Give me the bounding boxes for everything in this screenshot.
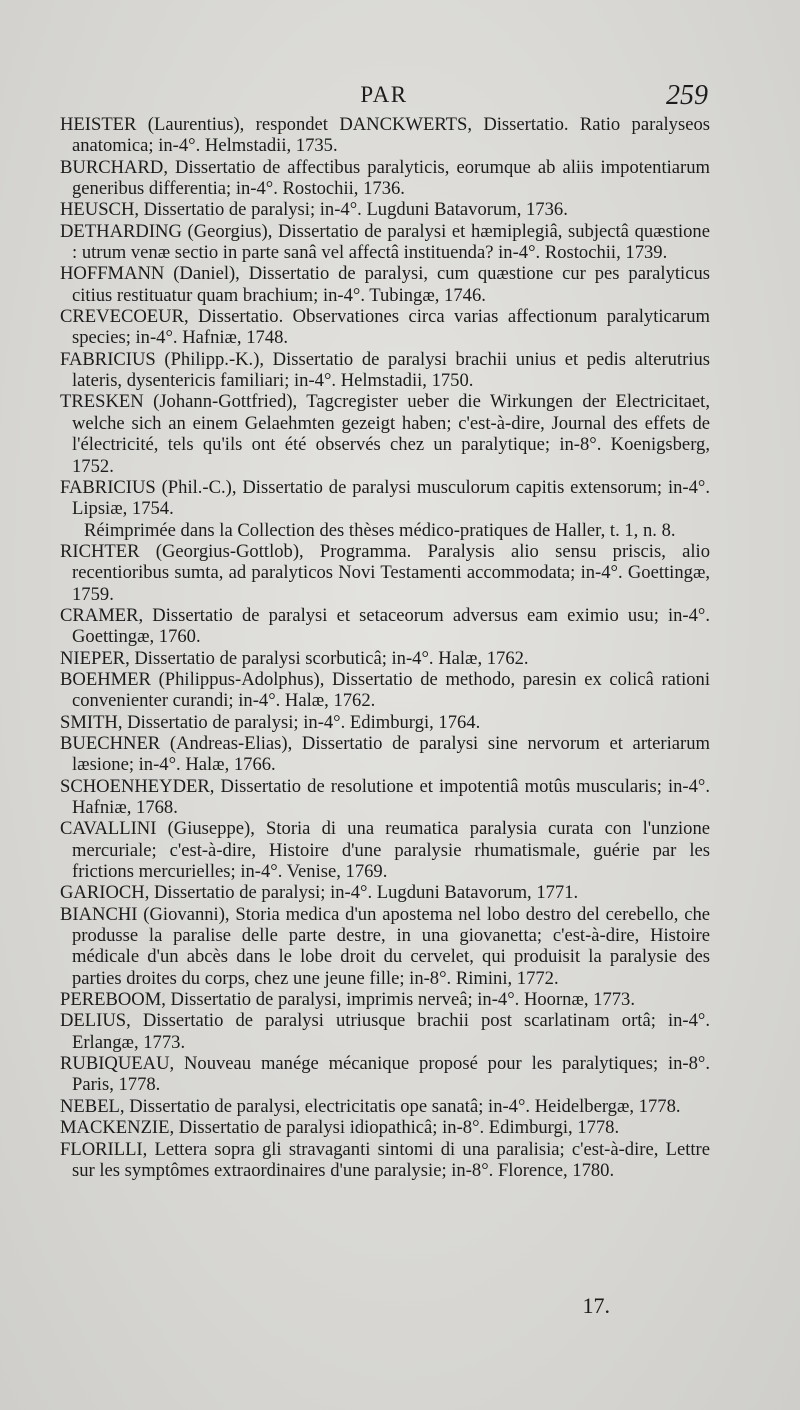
bibliography-entry: BUECHNER (Andreas-Elias), Dissertatio de paralysi sine nervorum et arteriarum læsione; in-4°. Halæ, 1766.: [60, 732, 710, 776]
bibliography-entry: FABRICIUS (Philipp.-K.), Dissertatio de paralysi brachii unius et pedis alterutrius lateris, dysentericis familiari; in-4°. Helmstadii, 1750.: [60, 348, 710, 392]
bibliography-entry: CAVALLINI (Giuseppe), Storia di una reumatica paralysia curata con l'unzione mercuriale; c'est-à-dire, Histoire d'une paralysie rhumatismale, guérie par les frictions mercurielles; in-4°. Venise, 1769.: [60, 818, 710, 883]
bibliography-entry: SMITH, Dissertatio de paralysi; in-4°. Edimburgi, 1764.: [60, 711, 481, 733]
bibliography-entry: RICHTER (Georgius-Gottlob), Programma. Paralysis alio sensu priscis, alio recentioribus sumta, ad paralyticos Novi Testamenti accommodata; in-4°. Goettingæ, 1759.: [60, 540, 710, 605]
bibliography-entry: PEREBOOM, Dissertatio de paralysi, imprimis nerveâ; in-4°. Hoornæ, 1773.: [60, 989, 635, 1011]
page-header: [60, 80, 708, 114]
bibliography-entry: BIANCHI (Giovanni), Storia medica d'un apostema nel lobo destro del cerebello, che produsse la paralise delle parte destre, in una giovanetta; c'est-à-dire, Histoire médicale d'un abcès dans le lobe droit du cervelet, qui produisit la paralysie des parties droites du corps, chez une jeune fille; in-8°. Rimini, 1772.: [60, 903, 710, 989]
bibliography-entry: FABRICIUS (Phil.-C.), Dissertatio de paralysi musculorum capitis extensorum; in-4°. Lipsiæ, 1754.: [60, 476, 710, 520]
bibliography-note: Réimprimée dans la Collection des thèses médico-pratiques de Haller, t. 1, n. 8.: [84, 519, 676, 541]
bibliography-entry: DETHARDING (Georgius), Dissertatio de paralysi et hæmiplegiâ, subjectâ quæstione : utrum venæ sectio in parte sanâ vel affectâ instituenda? in-4°. Rostochii, 1739.: [60, 220, 710, 264]
bibliography-entry: TRESKEN (Johann-Gottfried), Tagcregister ueber die Wirkungen der Electricitaet, welche sich an einem Gelaehmten gezeigt haben; c'est-à-dire, Journal des effets de l'électricité, tels qu'ils ont été observés chez un paralytique; in-8°. Koenigsberg, 1752.: [60, 391, 710, 477]
page-number: 259: [666, 80, 708, 111]
bibliography-entry: BURCHARD, Dissertatio de affectibus paralyticis, eorumque ab aliis impotentiarum generibus differentia; in-4°. Rostochii, 1736.: [60, 156, 710, 200]
bibliography-entry: BOEHMER (Philippus-Adolphus), Dissertatio de methodo, paresin ex colicâ rationi convenienter curandi; in-4°. Halæ, 1762.: [60, 668, 710, 712]
bibliography-entry: MACKENZIE, Dissertatio de paralysi idiopathicâ; in-8°. Edimburgi, 1778.: [60, 1117, 620, 1139]
bibliography-entry: NIEPER, Dissertatio de paralysi scorbuticâ; in-4°. Halæ, 1762.: [60, 647, 529, 669]
bibliography-entry: HEUSCH, Dissertatio de paralysi; in-4°. Lugduni Batavorum, 1736.: [60, 199, 568, 221]
bibliography-entry: DELIUS, Dissertatio de paralysi utriusque brachii post scarlatinam ortâ; in-4°. Erlangæ, 1773.: [60, 1010, 710, 1053]
bibliography-entry: FLORILLI, Lettera sopra gli stravaganti sintomi di una paralisia; c'est-à-dire, Lettre sur les symptômes extraordinaires d'une paralysie; in-8°. Florence, 1780.: [60, 1138, 710, 1181]
running-head: PAR: [360, 82, 408, 107]
bibliography-list: [60, 114, 710, 1181]
bibliography-entry: RUBIQUEAU, Nouveau manége mécanique proposé pour les paralytiques; in-8°. Paris, 1778.: [60, 1053, 710, 1096]
bibliography-entry: SCHOENHEYDER, Dissertatio de resolutione et impotentiâ motûs muscularis; in-4°. Hafniæ, 1768.: [60, 775, 710, 818]
bibliography-entry: CREVECOEUR, Dissertatio. Observationes circa varias affectionum paralyticarum species; in-4°. Hafniæ, 1748.: [60, 306, 710, 349]
bibliography-entry: HOFFMANN (Daniel), Dissertatio de paralysi, cum quæstione cur pes paralyticus citius restituatur quam brachium; in-4°. Tubingæ, 1746.: [60, 263, 710, 306]
bibliography-entry: HEISTER (Laurentius), respondet DANCKWERTS, Dissertatio. Ratio paralyseos anatomica; in-4°. Helmstadii, 1735.: [60, 114, 710, 157]
signature-mark: 17.: [582, 1293, 610, 1318]
bibliography-entry: CRAMER, Dissertatio de paralysi et setaceorum adversus eam eximio usu; in-4°. Goettingæ, 1760.: [60, 604, 710, 648]
bibliography-entry: NEBEL, Dissertatio de paralysi, electricitatis ope sanatâ; in-4°. Heidelbergæ, 1778.: [60, 1095, 681, 1117]
page-footer: [60, 1293, 710, 1323]
bibliography-entry: GARIOCH, Dissertatio de paralysi; in-4°. Lugduni Batavorum, 1771.: [60, 882, 579, 904]
